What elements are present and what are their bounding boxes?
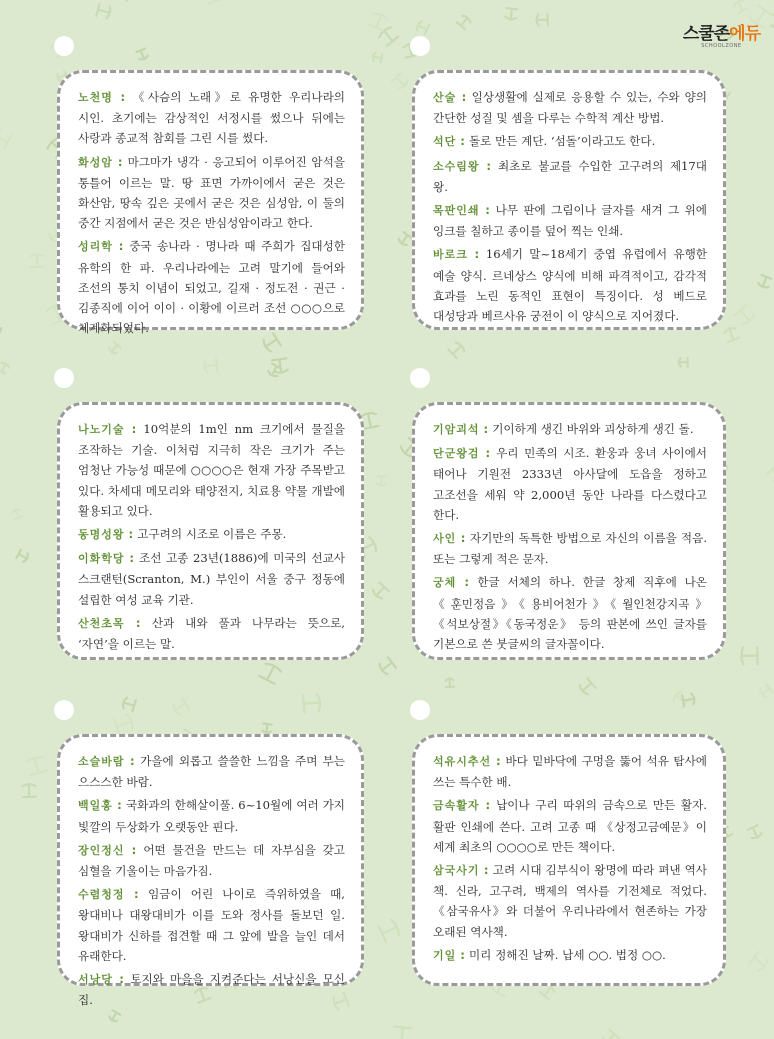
background-glyph [26,756,47,776]
vocab-term: 바로크 [433,248,468,262]
background-glyph [172,698,189,716]
schoolzone-logo [683,26,760,49]
vocab-term: 나노기술 [78,423,125,436]
vocab-entry: 성리학 : 중국 송나라 · 명나라 때 주희가 집대성한 유학의 한 파. 우리나라에는 고려 말기에 들어와 조선의 통치 이념이 되었고, 길재 · 정도전 · 권근 · 김종직에 이어 이이 · 이황에 이르러 조선 ○○○으로 체계화되었다. [78,239,345,336]
background-glyph [392,73,409,90]
vocab-term: 이화학당 [78,552,125,566]
vocab-definition: 기이하게 생긴 바위와 괴상하게 생긴 돌. [492,422,694,436]
vocab-term: 삼국사기 [433,864,480,878]
logo-sub: SCHOOLZONE [701,43,742,49]
vocab-definition: 한글 서체의 하나. 한글 창제 직후에 나온 《훈민정음》《용비어천가》《월인천강지곡》《석보상절》《동국정운》 등의 판본에 쓰인 글자를 기본으로 쓴 붓글씨의 글자꼴이다. [433,575,707,652]
vocab-definition: 산과 내와 풀과 나무라는 뜻으로, ‘자연’을 이르는 말. [78,615,345,652]
vocab-definition: 우리 민족의 시조. 환웅과 웅녀 사이에서 태어나 기원전 2333년 아사달에 도읍을 정하고 고조선을 세워 약 2,000년 동안 나라를 다스렸다고 한다. [433,446,707,522]
vocab-entry: 나노기술 : 10억분의 1m인 nm 크기에서 물질을 조작하는 기술. 이처럼 지극히 작은 크기가 주는 엄청난 가능성 때문에 ○○○○은 현재 가장 주목받고 있다. 차세대 메모리와 태양전지, 치료용 약물 개발에 활용되고 있다. [78,422,345,518]
background-glyph [0,322,1,345]
vocab-entry: 동명성왕 : 고구려의 시조로 이름은 주몽. [78,527,287,542]
vocab-definition: 최초로 불교를 수입한 고구려의 제17대 왕. [433,158,707,194]
vocab-term: 장인정신 [78,843,125,857]
vocab-card [412,402,726,660]
vocab-definition: 바다 밑바닥에 구멍을 뚫어 석유 탐사에 쓰는 특수한 배. [433,754,707,790]
vocab-term: 금속활자 [433,799,480,813]
vocab-term: 궁체 [433,576,457,590]
vocab-definition: 임금이 어린 나이로 즉위하였을 때, 왕대비나 대왕대비가 이를 도와 정사를 돌보던 일. 왕대비가 신하를 접견할 때 그 앞에 발을 늘인 데서 유래한다. [78,887,345,963]
vocab-definition: 돌로 만든 계단. ‘섬돌’이라고도 한다. [468,134,656,149]
vocab-term: 수렴청정 [78,888,125,902]
binder-hole [410,36,430,56]
background-glyph [679,358,688,367]
background-glyph [448,341,465,358]
background-glyph [262,724,272,734]
vocab-definition: 자기만의 독특한 방법으로 자신의 이름을 적음. 또는 그렇게 적은 문자. [433,531,708,567]
background-glyph [536,14,547,26]
vocab-term: 산술 [433,91,457,104]
vocab-definition: 일상생활에 실제로 응용할 수 있는, 수와 양의 간단한 성질 및 셈을 다루는 수학적 계산 방법. [433,90,707,126]
vocab-term: 성리학 [78,240,113,254]
vocab-definition: 미리 정해진 날짜. 납세 ○○. 법정 ○○. [468,947,666,962]
vocab-entry: 소슬바람 : 가을에 외롭고 쓸쓸한 느낌을 주며 부는 으스스한 바람. [78,754,345,790]
background-glyph [682,693,695,706]
vocab-term: 산천초목 [78,616,125,630]
background-glyph [733,0,747,13]
vocab-entry: 산천초목 : 산과 내와 풀과 나무라는 뜻으로, ‘자연’을 이르는 말. [78,615,345,652]
vocab-term: 석유시추선 [433,755,492,768]
background-glyph [457,14,472,29]
background-glyph [12,508,23,519]
vocab-term: 백일홍 [78,799,113,813]
vocab-term: 화성암 [78,155,113,169]
background-glyph [108,342,121,355]
background-glyph [303,694,321,713]
background-glyph [372,583,389,600]
background-glyph [378,657,396,675]
vocab-definition: 마그마가 냉각 · 응고되어 이루어진 암석을 통틀어 이르는 말. 땅 표면 가까이에서 굳은 것은 화산암, 땅속 깊은 곳에서 굳은 것은 심성암, 이 둘의 중간 지점에서 굳은 것은 반심성암이라고 한다. [78,154,345,231]
vocab-definition: 《사슴의 노래》로 유명한 우리나라의 시인. 초기에는 감상적인 서정시를 썼으나 뒤에는 사랑과 종교적 참회를 그린 시를 썼다. [78,90,345,146]
background-glyph [723,327,739,343]
vocab-term: 서낭당 [78,973,113,987]
binder-hole [54,368,74,388]
vocab-card [57,402,364,660]
background-glyph [759,685,773,699]
background-glyph [767,465,774,483]
vocab-term: 단군왕검 [433,447,480,461]
vocab-definition: 납이나 구리 따위의 금속으로 만든 활자. 활판 인쇄에 쓴다. 고려 고종 때 《상정고금예문》이 세계 최초의 ○○○○로 만든 책이다. [433,798,707,854]
background-glyph [30,254,44,267]
vocab-entry: 장인정신 : 어떤 물건을 만드는 데 자부심을 갖고 심혈을 기울이는 마음가짐. [78,842,345,879]
vocab-term: 동명성왕 [78,528,125,542]
background-glyph [377,476,386,485]
vocab-definition: 토지와 마을을 지켜준다는 서낭신을 모신 집. [78,972,345,1008]
vocab-entry: 바로크 : 16세기 말~18세기 중엽 유럽에서 유행한 예술 양식. 르네상스 양식에 비해 파격적이고, 감각적 효과를 노린 동적인 표현이 특징이다. 성 베드로 대성당과 베르사유 궁전이 이 양식으로 지어졌다. [433,247,707,324]
background-glyph [206,0,220,3]
vocab-term: 석단 [433,135,457,149]
vocab-definition: 고구려의 시조로 이름은 주몽. [137,527,287,542]
background-glyph [445,678,453,687]
background-glyph [122,697,136,711]
binder-hole [54,700,74,720]
background-glyph [505,8,517,20]
background-glyph [378,919,400,942]
vocab-definition: 어떤 물건을 만드는 데 자부심을 갖고 심혈을 기울이는 마음가짐. [78,842,345,879]
background-glyph [750,952,770,972]
background-glyph [119,0,136,1]
vocab-entry: 사인 : 자기만의 독특한 방법으로 자신의 이름을 적음. 또는 그렇게 적은 문자. [433,531,708,567]
vocab-card [412,70,726,330]
vocab-definition: 16세기 말~18세기 중엽 유럽에서 유행한 예술 양식. 르네상스 양식에 비해 파격적이고, 감각적 효과를 노린 동적인 표현이 특징이다. 성 베드로 대성당과 베르사유 궁전이 이 양식으로 지어졌다. [433,247,707,324]
background-glyph [393,1027,412,1039]
background-glyph [204,359,218,373]
vocab-entry: 화성암 : 마그마가 냉각 · 응고되어 이루어진 암석을 통틀어 이르는 말. 땅 표면 가까이에서 굳은 것은 화산암, 땅속 깊은 곳에서 굳은 것은 심성암, 이 둘의 중간 지점에서 굳은 것은 반심성암이라고 한다. [78,154,345,231]
vocab-entry: 삼국사기 : 고려 시대 김부식이 왕명에 따라 펴낸 역사 책. 신라, 고구려, 백제의 역사를 기전체로 적었다. 《삼국유사》와 더불어 우리나라에서 현존하는 가장 오래된 역사책. [433,863,707,939]
vocab-term: 소슬바람 [78,755,125,768]
vocab-entry: 수렴청정 : 임금이 어린 나이로 즉위하였을 때, 왕대비나 대왕대비가 이를 도와 정사를 돌보던 일. 왕대비가 신하를 접견할 때 그 앞에 발을 늘인 데서 유래한다. [78,887,345,963]
binder-hole [410,700,430,720]
vocab-entry: 석단 : 돌로 만든 계단. ‘섬돌’이라고도 한다. [433,134,656,149]
vocab-card [57,734,364,1008]
vocab-term: 기일 [433,948,457,962]
background-glyph [758,275,772,289]
background-glyph [602,1030,619,1039]
background-glyph [398,232,412,246]
vocab-entry: 석유시추선 : 바다 밑바닥에 구멍을 뚫어 석유 탐사에 쓰는 특수한 배. [433,754,707,790]
vocab-entry: 궁체 : 한글 서체의 하나. 한글 창제 직후에 나온 《훈민정음》《용비어천가》《월인천강지곡》《석보상절》《동국정운》 등의 판본에 쓰인 글자를 기본으로 쓴 붓글씨의 글자꼴이다. [433,575,707,652]
background-glyph [114,714,134,735]
vocab-definition: 중국 송나라 · 명나라 때 주희가 집대성한 유학의 한 파. 우리나라에는 고려 말기에 들어와 조선의 통치 이념이 되었고, 길재 · 정도전 · 권근 · 김종직에 이어 이이 · 이황에 이르러 조선 ○○○으로 체계화되었다. [78,239,345,336]
vocab-term: 사인 [433,532,457,546]
vocab-term: 소수림왕 [433,159,480,173]
background-glyph [735,305,756,325]
logo-name: 스쿨존 [682,24,730,44]
vocab-definition: 조선 고종 23년(1886)에 미국의 선교사 스크랜턴(Scranton, M.) 부인이 서울 중구 정동에 설립한 여성 교육 기관. [78,551,345,607]
background-glyph [741,647,757,665]
logo-accent: 에듀 [729,24,760,44]
background-glyph [16,550,29,563]
background-glyph [0,361,10,373]
background-glyph [369,12,388,31]
background-glyph [259,662,281,684]
vocab-entry: 소수림왕 : 최초로 불교를 수입한 고구려의 제17대 왕. [433,158,707,194]
background-glyph [416,20,430,34]
binder-hole [410,368,430,388]
vocab-entry: 기암괴석 : 기이하게 생긴 바위와 괴상하게 생긴 돌. [433,422,694,436]
vocab-entry: 금속활자 : 납이나 구리 따위의 금속으로 만든 활자. 활판 인쇄에 쓴다. 고려 고종 때 《상정고금예문》이 세계 최초의 ○○○○로 만든 책이다. [433,798,707,854]
vocab-definition: 10억분의 1m인 nm 크기에서 물질을 조작하는 기술. 이처럼 지극히 작은 크기가 주는 엄청난 가능성 때문에 ○○○○은 현재 가장 주목받고 있다. 차세대 메모리와 태양전지, 치료용 약물 개발에 활용되고 있다. [78,422,345,518]
vocab-definition: 나무 판에 그림이나 글자를 새겨 그 위에 잉크를 칠하고 종이를 덮어 찍는 인쇄. [433,203,707,239]
vocab-entry: 목판인쇄 : 나무 판에 그림이나 글자를 새겨 그 위에 잉크를 칠하고 종이를 덮어 찍는 인쇄. [433,203,707,239]
vocab-definition: 가을에 외롭고 쓸쓸한 느낌을 주며 부는 으스스한 바람. [78,754,345,790]
background-glyph [96,4,111,19]
vocab-entry: 백일홍 : 국화과의 한해살이풀. 6~10월에 여러 가지 빛깔의 두상화가 오랫동안 핀다. [78,798,345,834]
vocab-entry: 서낭당 : 토지와 마을을 지켜준다는 서낭신을 모신 집. [78,972,345,1008]
vocab-entry: 단군왕검 : 우리 민족의 시조. 환웅과 웅녀 사이에서 태어나 기원전 2333년 아사달에 도읍을 정하고 고조선을 세워 약 2,000년 동안 나라를 다스렸다고 한다. [433,446,707,522]
vocab-definition: 국화과의 한해살이풀. 6~10월에 여러 가지 빛깔의 두상화가 오랫동안 핀다. [78,798,345,834]
vocab-term: 기암괴석 [433,423,480,436]
vocab-entry: 이화학당 : 조선 고종 23년(1886)에 미국의 선교사 스크랜턴(Scranton, M.) 부인이 서울 중구 정동에 설립한 여성 교육 기관. [78,551,345,607]
background-glyph [0,129,11,149]
background-glyph [22,784,36,797]
vocab-card [57,70,364,336]
background-glyph [136,49,148,61]
vocab-entry: 노천명 : 《사슴의 노래》로 유명한 우리나라의 시인. 초기에는 감상적인 서정시를 썼으나 뒤에는 사랑과 종교적 참회를 그린 시를 썼다. [78,90,345,146]
vocab-term: 노천명 [78,91,113,104]
vocab-term: 목판인쇄 [433,204,480,218]
vocab-entry: 기일 : 미리 정해진 날짜. 납세 ○○. 법정 ○○. [433,947,666,962]
vocab-entry: 산술 : 일상생활에 실제로 응용할 수 있는, 수와 양의 간단한 성질 및 셈을 다루는 수학적 계산 방법. [433,90,707,126]
background-glyph [748,825,763,839]
background-glyph [108,1010,120,1022]
background-glyph [578,678,595,695]
background-glyph [372,52,382,62]
binder-hole [54,36,74,56]
vocab-card [412,734,726,986]
vocab-definition: 고려 시대 김부식이 왕명에 따라 펴낸 역사 책. 신라, 고구려, 백제의 역사를 기전체로 적었다. 《삼국유사》와 더불어 우리나라에서 현존하는 가장 오래된 역사책. [433,863,707,939]
